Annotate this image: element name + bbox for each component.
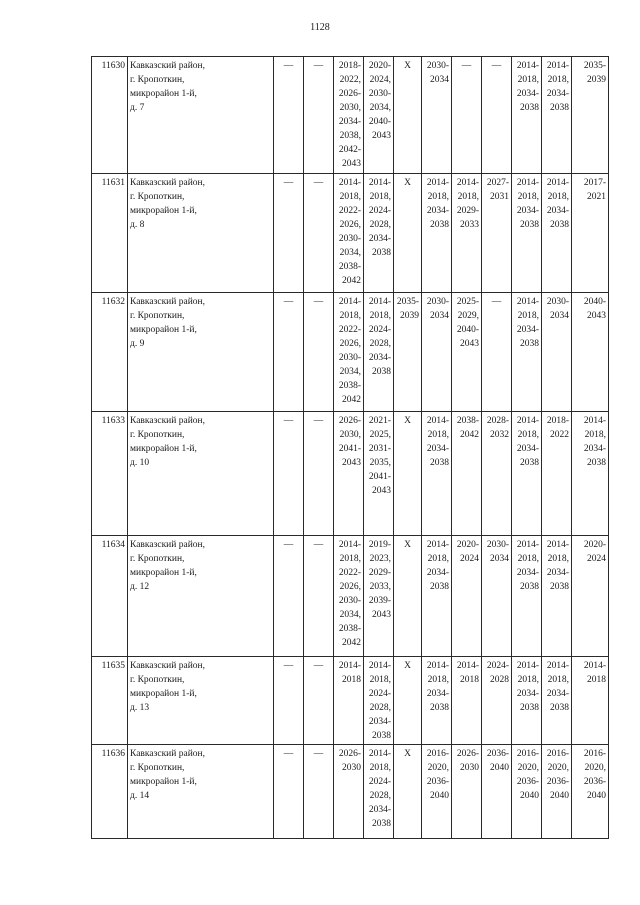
table-cell: — [274,657,304,745]
table-cell: 2014- 2018, 2034- 2038 [512,174,542,293]
table-cell: 2014- 2018, 2022- 2026, 2030- 2034, 2038- 2042 [334,174,364,293]
table-cell: 2026- 2030 [334,745,364,839]
table-cell: 2014- 2018, 2024- 2028, 2034- 2038 [364,745,394,839]
table-cell: — [452,57,482,174]
table-cell: — [482,293,512,412]
table-cell: 2014- 2018, 2022- 2026, 2030- 2034, 2038- 2042 [334,536,364,657]
table-cell: 2030- 2034 [422,293,452,412]
table-cell: 2014- 2018, 2034- 2038 [422,657,452,745]
table-row [92,174,609,293]
address-cell: Кавказский район, г. Кропоткин, микрорайон 1-й, д. 7 [128,57,274,174]
table-cell: 2014- 2018, 2034- 2038 [422,412,452,536]
table-cell: — [304,57,334,174]
table-cell: 2019- 2023, 2029- 2033, 2039- 2043 [364,536,394,657]
table-cell: 2014- 2018 [334,657,364,745]
table-cell: 2014- 2018, 2034- 2038 [542,536,572,657]
table-cell: 2014- 2018, 2034- 2038 [512,57,542,174]
table-cell: 2026- 2030 [452,745,482,839]
table-cell: 2018- 2022 [542,412,572,536]
table-cell: 2014- 2018, 2034- 2038 [512,293,542,412]
table-cell: — [304,536,334,657]
table-cell: Х [394,536,422,657]
table-cell: Х [394,657,422,745]
table-cell: 2016- 2020, 2036- 2040 [512,745,542,839]
address-cell: Кавказский район, г. Кропоткин, микрорайон 1-й, д. 8 [128,174,274,293]
page-number: 1128 [310,22,330,33]
table-cell: — [274,57,304,174]
table-cell: 2040- 2043 [572,293,609,412]
table-cell: 2021- 2025, 2031- 2035, 2041- 2043 [364,412,394,536]
table-cell: 2014- 2018, 2034- 2038 [512,412,542,536]
table-cell: 2014- 2018, 2034- 2038 [422,174,452,293]
table-cell: 2014- 2018, 2034- 2038 [542,657,572,745]
table-cell: Х [394,57,422,174]
address-cell: Кавказский район, г. Кропоткин, микрорайон 1-й, д. 9 [128,293,274,412]
table-cell: — [274,412,304,536]
table-cell: 2030- 2034 [422,57,452,174]
table-cell: 2038- 2042 [452,412,482,536]
table-cell: 2014- 2018, 2034- 2038 [512,657,542,745]
table-cell: 2014- 2018, 2029- 2033 [452,174,482,293]
row-number: 11635 [92,657,128,745]
table-cell: 2020- 2024 [572,536,609,657]
table-cell: 2014- 2018 [452,657,482,745]
table-cell: 2030- 2034 [482,536,512,657]
table-cell: 2014- 2018, 2034- 2038 [542,57,572,174]
table-cell: 2014- 2018, 2024- 2028, 2034- 2038 [364,174,394,293]
table-cell: 2014- 2018, 2022- 2026, 2030- 2034, 2038- 2042 [334,293,364,412]
table-cell: — [274,174,304,293]
row-number: 11636 [92,745,128,839]
table-cell: Х [394,174,422,293]
table-cell: 2020- 2024, 2030- 2034, 2040- 2043 [364,57,394,174]
table-cell: — [304,293,334,412]
address-cell: Кавказский район, г. Кропоткин, микрорайон 1-й, д. 12 [128,536,274,657]
table-row [92,57,609,174]
table-cell: — [274,293,304,412]
table-row [92,293,609,412]
table-cell: — [274,536,304,657]
table-cell: 2014- 2018, 2034- 2038 [422,536,452,657]
table-cell: — [274,745,304,839]
row-number: 11634 [92,536,128,657]
table-row [92,657,609,745]
table-cell: 2020- 2024 [452,536,482,657]
table-cell: 2014- 2018, 2024- 2028, 2034- 2038 [364,657,394,745]
table-cell: 2025- 2029, 2040- 2043 [452,293,482,412]
table-cell: 2035- 2039 [394,293,422,412]
table-cell: 2030- 2034 [542,293,572,412]
table-row [92,745,609,839]
table-cell: 2014- 2018 [572,657,609,745]
table-cell: 2026- 2030, 2041- 2043 [334,412,364,536]
table-cell: 2036- 2040 [482,745,512,839]
table-cell: 2014- 2018, 2034- 2038 [542,174,572,293]
table-cell: 2018- 2022, 2026- 2030, 2034- 2038, 2042- 2043 [334,57,364,174]
table-row [92,412,609,536]
row-number: 11633 [92,412,128,536]
table-cell: 2014- 2018, 2024- 2028, 2034- 2038 [364,293,394,412]
table-cell: 2014- 2018, 2034- 2038 [512,536,542,657]
table-cell: — [304,412,334,536]
row-number: 11630 [92,57,128,174]
table-cell: 2017- 2021 [572,174,609,293]
address-cell: Кавказский район, г. Кропоткин, микрорайон 1-й, д. 14 [128,745,274,839]
table-cell: 2024- 2028 [482,657,512,745]
table-cell: 2027- 2031 [482,174,512,293]
table-cell: — [304,174,334,293]
row-number: 11632 [92,293,128,412]
table-cell: 2035- 2039 [572,57,609,174]
table-cell: 2016- 2020, 2036- 2040 [542,745,572,839]
table-row [92,536,609,657]
table-cell: 2028- 2032 [482,412,512,536]
table-cell: Х [394,745,422,839]
table-cell: 2016- 2020, 2036- 2040 [572,745,609,839]
table-cell: — [482,57,512,174]
table-cell: 2014- 2018, 2034- 2038 [572,412,609,536]
table-cell: Х [394,412,422,536]
table-cell: 2016- 2020, 2036- 2040 [422,745,452,839]
table-cell: — [304,745,334,839]
address-cell: Кавказский район, г. Кропоткин, микрорайон 1-й, д. 13 [128,657,274,745]
row-number: 11631 [92,174,128,293]
registry-table [91,56,609,839]
table-cell: — [304,657,334,745]
address-cell: Кавказский район, г. Кропоткин, микрорайон 1-й, д. 10 [128,412,274,536]
